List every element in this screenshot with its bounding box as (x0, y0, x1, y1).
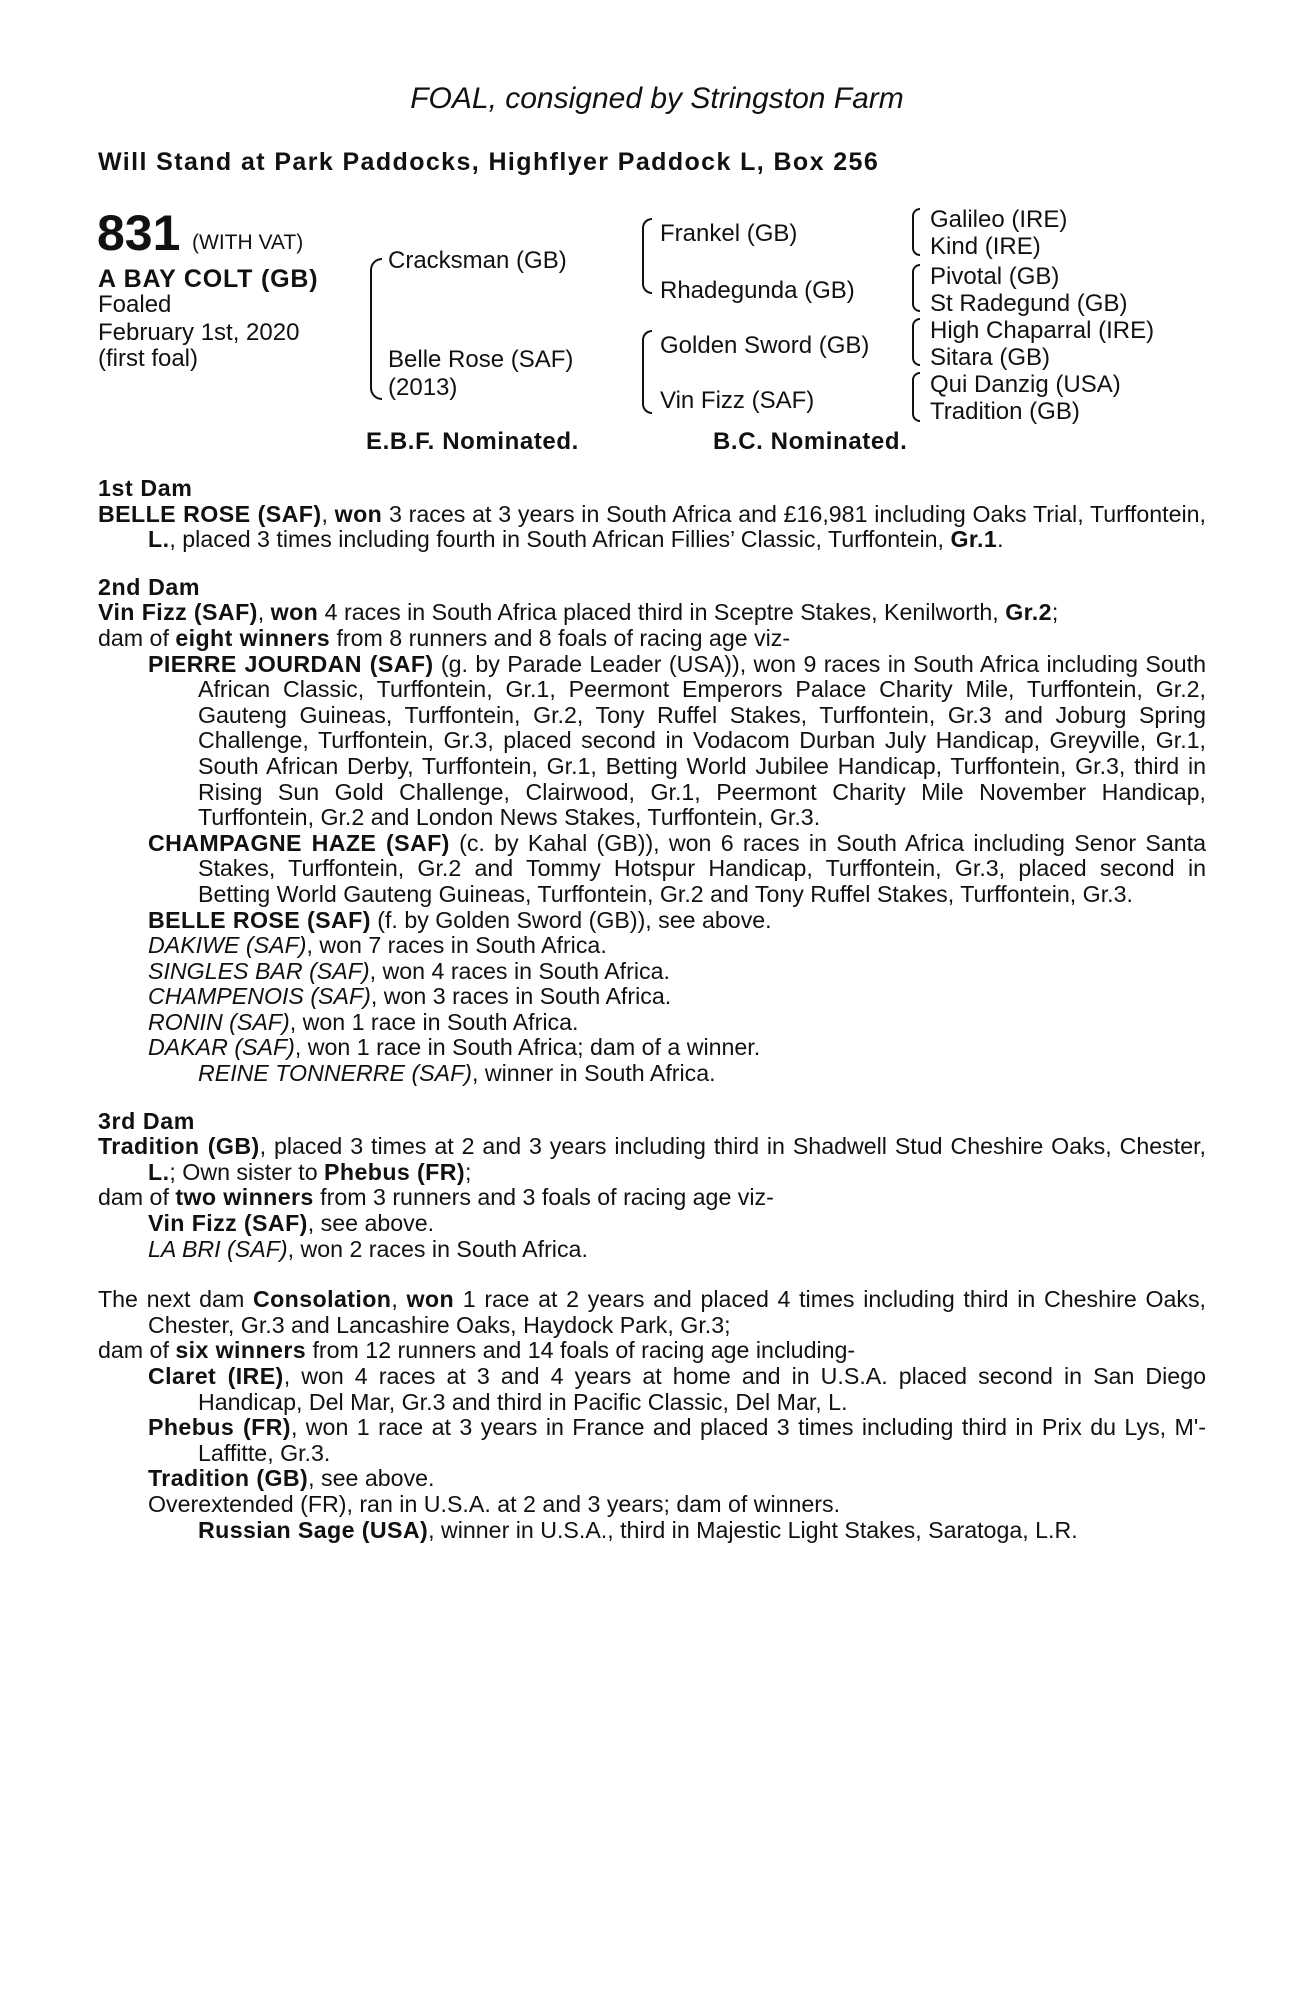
pedigree-brace-gen1 (370, 258, 382, 400)
second-dam-produce-summary: dam of eight winners from 8 runners and 8 foals of racing age viz- (98, 624, 791, 651)
produce-dakar: DAKAR (SAF), won 1 race in South Africa; dam of a winner. (148, 1034, 761, 1061)
dam-sire: Golden Sword (GB) (660, 332, 870, 359)
produce-tradition: Tradition (GB), see above. (148, 1465, 435, 1492)
third-dam-paragraph: Tradition (GB), placed 3 times at 2 and 3 years including third in Shadwell Stud Cheshire Oaks, Chester, L.; Own sister to Phebus (FR); (98, 1133, 1206, 1185)
produce-champenois: CHAMPENOIS (SAF), won 3 races in South Africa. (148, 983, 672, 1010)
dam-dam: Vin Fizz (SAF) (660, 387, 815, 414)
page-title: FOAL, consigned by Stringston Farm (410, 82, 904, 115)
first-dam-heading: 1st Dam (98, 475, 193, 501)
pedigree-brace-dam (642, 330, 652, 414)
foaled-date: February 1st, 2020 (98, 319, 300, 346)
gen3-4: St Radegund (GB) (930, 290, 1128, 317)
produce-phebus: Phebus (FR), won 1 race at 3 years in France and placed 3 times including third in Prix du Lys, M'-Laffitte, Gr.3. (148, 1414, 1206, 1466)
lot-name: A BAY COLT (GB) (98, 265, 319, 293)
sire-name: Cracksman (GB) (388, 247, 567, 274)
produce-pierre-jourdan: PIERRE JOURDAN (SAF) (g. by Parade Leader (USA)), won 9 races in South Africa including South African Classic, Turffontein, Gr.1, Peermont Emperors Palace Charity Mile, Turffontein, Gr.2, Gauteng Guineas, Turffontein, Gr.2, Tony Ruffel Stakes, Turffontein, Gr.3 and Joburg Spring Challenge, Turffontein, Gr.3, placed second in Vodacom Durban July Handicap, Greyville, Gr.1, South African Derby, Turffontein, Gr.1, Betting World Jubilee Handicap, Turffontein, Gr.3, third in Rising Sun Gold Challenge, Clairwood, Gr.1, Peermont Charity Mile November Handicap, Turffontein, Gr.2 and London News Stakes, Turffontein, Gr.3. (148, 650, 1206, 831)
stand-location: Will Stand at Park Paddocks, Highflyer Paddock L, Box 256 (98, 148, 880, 176)
produce-russian-sage: Russian Sage (USA), winner in U.S.A., third in Majestic Light Stakes, Saratoga, L.R. (198, 1516, 1078, 1543)
first-dam-paragraph: BELLE ROSE (SAF), won 3 races at 3 years in South Africa and £16,981 including Oaks Trial, Turffontein, L., placed 3 times including fourth in South African Fillies’ Classic, Turffontein, Gr.1. (98, 500, 1206, 553)
produce-ronin: RONIN (SAF), won 1 race in South Africa. (148, 1008, 579, 1035)
third-dam-heading: 3rd Dam (98, 1107, 195, 1134)
gen3-3: Pivotal (GB) (930, 263, 1060, 290)
sire-dam: Rhadegunda (GB) (660, 277, 855, 304)
pedigree-brace-g3-1 (912, 208, 920, 256)
pedigree-brace-g3-2 (912, 264, 920, 312)
produce-champagne-haze: CHAMPAGNE HAZE (SAF) (c. by Kahal (GB)), won 6 races in South Africa including Senor Santa Stakes, Turffontein, Gr.2 and Tommy Hotspur Handicap, Turffontein, Gr.3, placed second in Betting World Gauteng Guineas, Turffontein, Gr.2 and Tony Ruffel Stakes, Turffontein, Gr.3. (148, 829, 1206, 907)
gen3-1: Galileo (IRE) (930, 206, 1068, 233)
next-dam-produce-summary: dam of six winners from 12 runners and 14 foals of racing age including- (98, 1337, 856, 1364)
dam-year: (2013) (388, 374, 458, 401)
foaled-label: Foaled (98, 291, 172, 318)
produce-claret: Claret (IRE), won 4 races at 3 and 4 years at home and in U.S.A. placed second in San Diego Handicap, Del Mar, Gr.3 and third in Pacific Classic, Del Mar, L. (148, 1363, 1206, 1415)
produce-vin-fizz: Vin Fizz (SAF), see above. (148, 1210, 435, 1237)
produce-belle-rose: BELLE ROSE (SAF) (f. by Golden Sword (GB)), see above. (148, 906, 772, 933)
lot-number: 831 (97, 205, 181, 261)
pedigree-brace-g3-3 (912, 318, 920, 366)
gen3-8: Tradition (GB) (930, 398, 1080, 425)
gen3-5: High Chaparral (IRE) (930, 317, 1155, 344)
ebf-nominated: E.B.F. Nominated. (366, 428, 579, 455)
gen3-7: Qui Danzig (USA) (930, 371, 1121, 398)
bc-nominated: B.C. Nominated. (713, 428, 908, 455)
second-dam-heading: 2nd Dam (98, 573, 201, 600)
pedigree-brace-sire (642, 218, 652, 294)
foal-note: (first foal) (98, 345, 199, 372)
sire-sire: Frankel (GB) (660, 220, 798, 247)
first-dam-name: BELLE ROSE (SAF) (98, 500, 322, 527)
produce-dakiwe: DAKIWE (SAF), won 7 races in South Africa. (148, 932, 607, 959)
dam-name: Belle Rose (SAF) (388, 346, 574, 373)
catalogue-body (98, 476, 1206, 1543)
gen3-6: Sitara (GB) (930, 344, 1051, 371)
produce-la-bri: LA BRI (SAF), won 2 races in South Africa. (148, 1235, 588, 1262)
gen3-2: Kind (IRE) (930, 233, 1041, 260)
pedigree-brace-g3-4 (912, 372, 920, 422)
next-dam-paragraph: The next dam Consolation, won 1 race at 2 years and placed 4 times including third in Cheshire Oaks, Chester, Gr.3 and Lancashire Oaks, Haydock Park, Gr.3; (98, 1286, 1207, 1338)
vat-note: (WITH VAT) (192, 231, 304, 254)
second-dam-paragraph: Vin Fizz (SAF), won 4 races in South Africa placed third in Sceptre Stakes, Kenilworth, Gr.2; (98, 599, 1059, 626)
produce-singles-bar: SINGLES BAR (SAF), won 4 races in South Africa. (148, 957, 670, 984)
produce-reine-tonnerre: REINE TONNERRE (SAF), winner in South Africa. (198, 1060, 716, 1087)
third-dam-produce-summary: dam of two winners from 3 runners and 3 foals of racing age viz- (98, 1184, 774, 1211)
produce-overextended: Overextended (FR), ran in U.S.A. at 2 and 3 years; dam of winners. (148, 1490, 841, 1517)
